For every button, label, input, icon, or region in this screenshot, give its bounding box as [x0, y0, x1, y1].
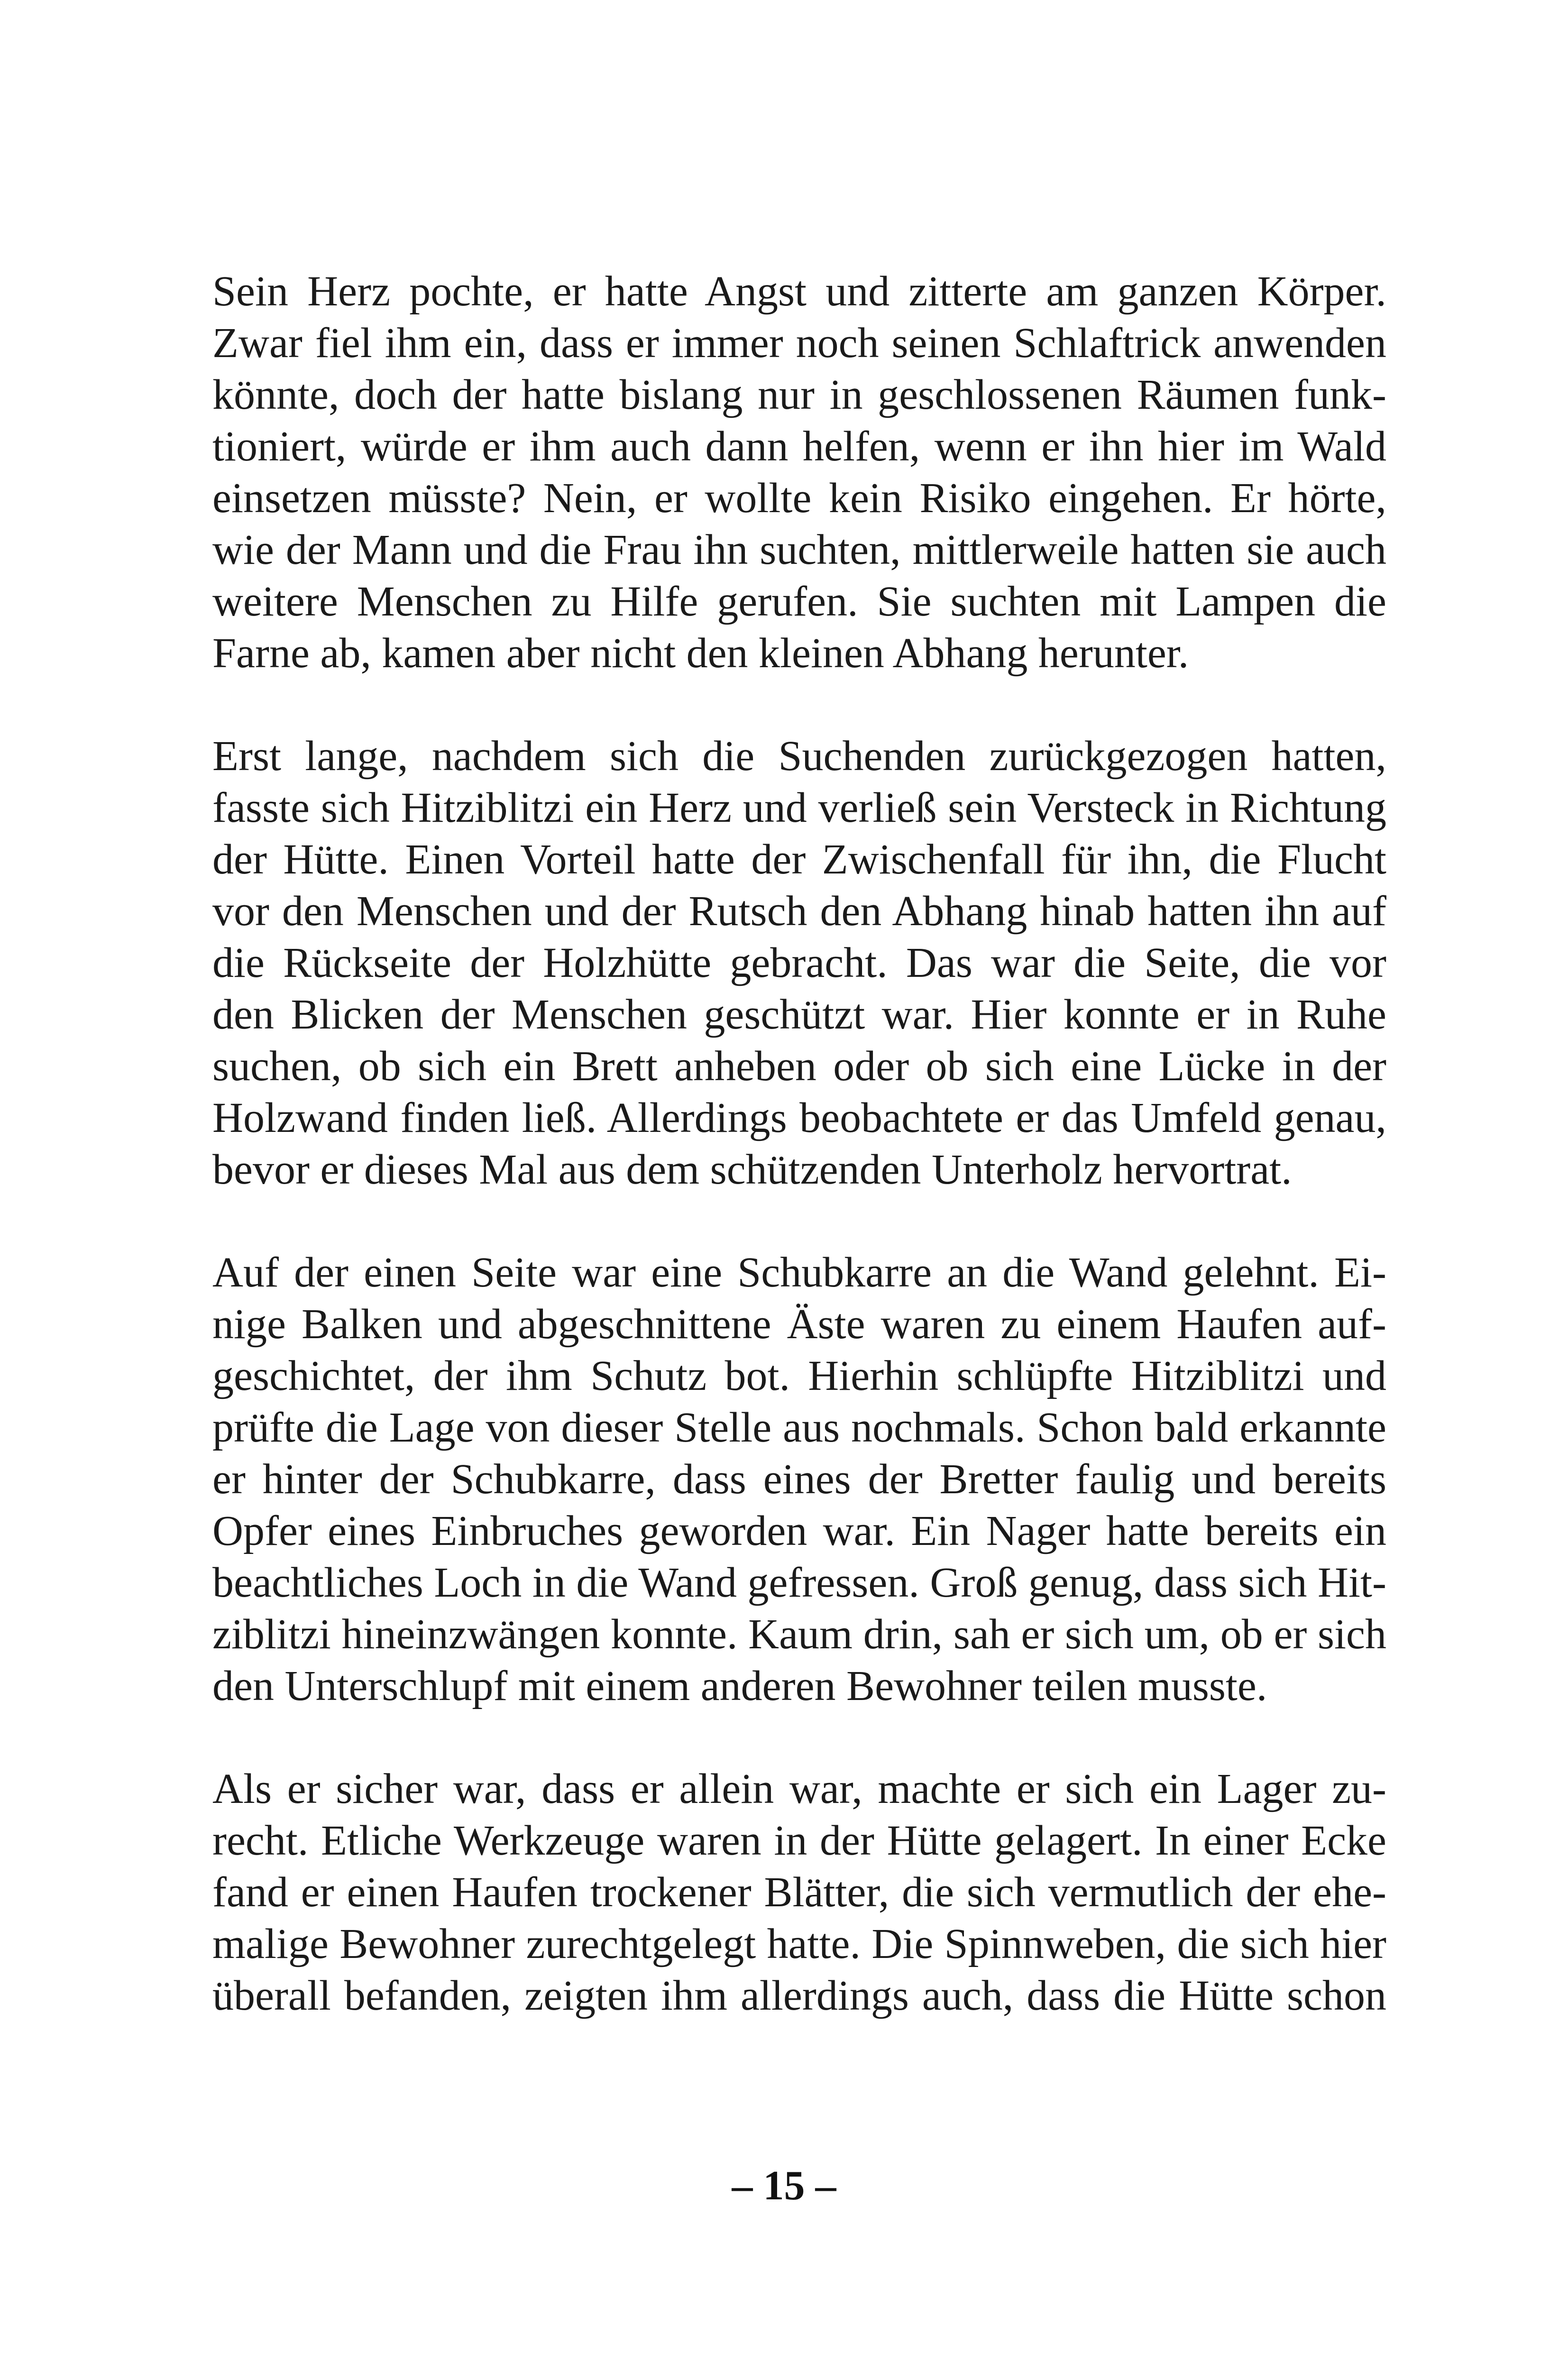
text-line: Erst lange, nachdem sich die Suchenden zurückgezogen hatten,: [212, 733, 1386, 780]
page-number: – 15 –: [732, 2163, 836, 2209]
text-line: recht. Etliche Werkzeuge waren in der Hütte gelagert. In einer Ecke: [212, 1817, 1386, 1864]
text-line: nige Balken und abgeschnittene Äste waren zu einem Haufen auf-: [212, 1301, 1386, 1348]
text-line: fand er einen Haufen trockener Blätter, die sich vermutlich der ehe-: [212, 1869, 1386, 1916]
text-line: prüfte die Lage von dieser Stelle aus nochmals. Schon bald erkannte: [212, 1404, 1386, 1451]
text-line: den Unterschlupf mit einem anderen Bewohner teilen musste.: [212, 1663, 1267, 1709]
text-line: tioniert, würde er ihm auch dann helfen, wenn er ihn hier im Wald: [212, 423, 1386, 470]
text-line: fasste sich Hitziblitzi ein Herz und verließ sein Versteck in Richtung: [212, 784, 1386, 831]
paragraph-2: [212, 730, 1386, 1195]
text-line: malige Bewohner zurechtgelegt hatte. Die Spinnweben, die sich hier: [212, 1921, 1386, 1967]
text-line: Farne ab, kamen aber nicht den kleinen Abhang herunter.: [212, 630, 1189, 677]
text-line: Holzwand finden ließ. Allerdings beobachtete er das Umfeld genau,: [212, 1094, 1386, 1141]
text-line: Als er sicher war, dass er allein war, machte er sich ein Lager zu-: [212, 1765, 1386, 1812]
text-line: wie der Mann und die Frau ihn suchten, mittlerweile hatten sie auch: [212, 526, 1386, 573]
text-line: einsetzen müsste? Nein, er wollte kein Risiko eingehen. Er hörte,: [212, 475, 1386, 522]
text-line: ziblitzi hineinzwängen konnte. Kaum drin, sah er sich um, ob er sich: [212, 1611, 1386, 1658]
text-line: vor den Menschen und der Rutsch den Abhang hinab hatten ihn auf: [212, 888, 1386, 935]
text-line: Sein Herz pochte, er hatte Angst und zitterte am ganzen Körper.: [212, 268, 1386, 315]
text-line: weitere Menschen zu Hilfe gerufen. Sie suchten mit Lampen die: [212, 578, 1386, 625]
paragraph-1: [212, 266, 1386, 679]
text-line: den Blicken der Menschen geschützt war. Hier konnte er in Ruhe: [212, 991, 1386, 1038]
paragraph-4: [212, 1763, 1386, 2022]
text-line: er hinter der Schubkarre, dass eines der Bretter faulig und bereits: [212, 1456, 1386, 1503]
text-line: Opfer eines Einbruches geworden war. Ein Nager hatte bereits ein: [212, 1507, 1386, 1554]
text-line: könnte, doch der hatte bislang nur in geschlossenen Räumen funk-: [212, 371, 1386, 418]
paragraph-3: [212, 1247, 1386, 1712]
text-line: überall befanden, zeigten ihm allerdings auch, dass die Hütte schon: [212, 1972, 1386, 2019]
text-line: suchen, ob sich ein Brett anheben oder ob sich eine Lücke in der: [212, 1043, 1386, 1090]
text-line: Auf der einen Seite war eine Schubkarre an die Wand gelehnt. Ei-: [212, 1249, 1386, 1296]
text-line: beachtliches Loch in die Wand gefressen. Groß genug, dass sich Hit-: [212, 1559, 1386, 1606]
text-line: Zwar fiel ihm ein, dass er immer noch seinen Schlaftrick anwenden: [212, 320, 1386, 367]
text-line: bevor er dieses Mal aus dem schützenden Unterholz hervortrat.: [212, 1146, 1292, 1193]
text-line: geschichtet, der ihm Schutz bot. Hierhin schlüpfte Hitziblitzi und: [212, 1352, 1386, 1399]
text-line: der Hütte. Einen Vorteil hatte der Zwischenfall für ihn, die Flucht: [212, 836, 1386, 883]
text-line: die Rückseite der Holzhütte gebracht. Das war die Seite, die vor: [212, 939, 1386, 986]
page-body: [212, 266, 1386, 2073]
